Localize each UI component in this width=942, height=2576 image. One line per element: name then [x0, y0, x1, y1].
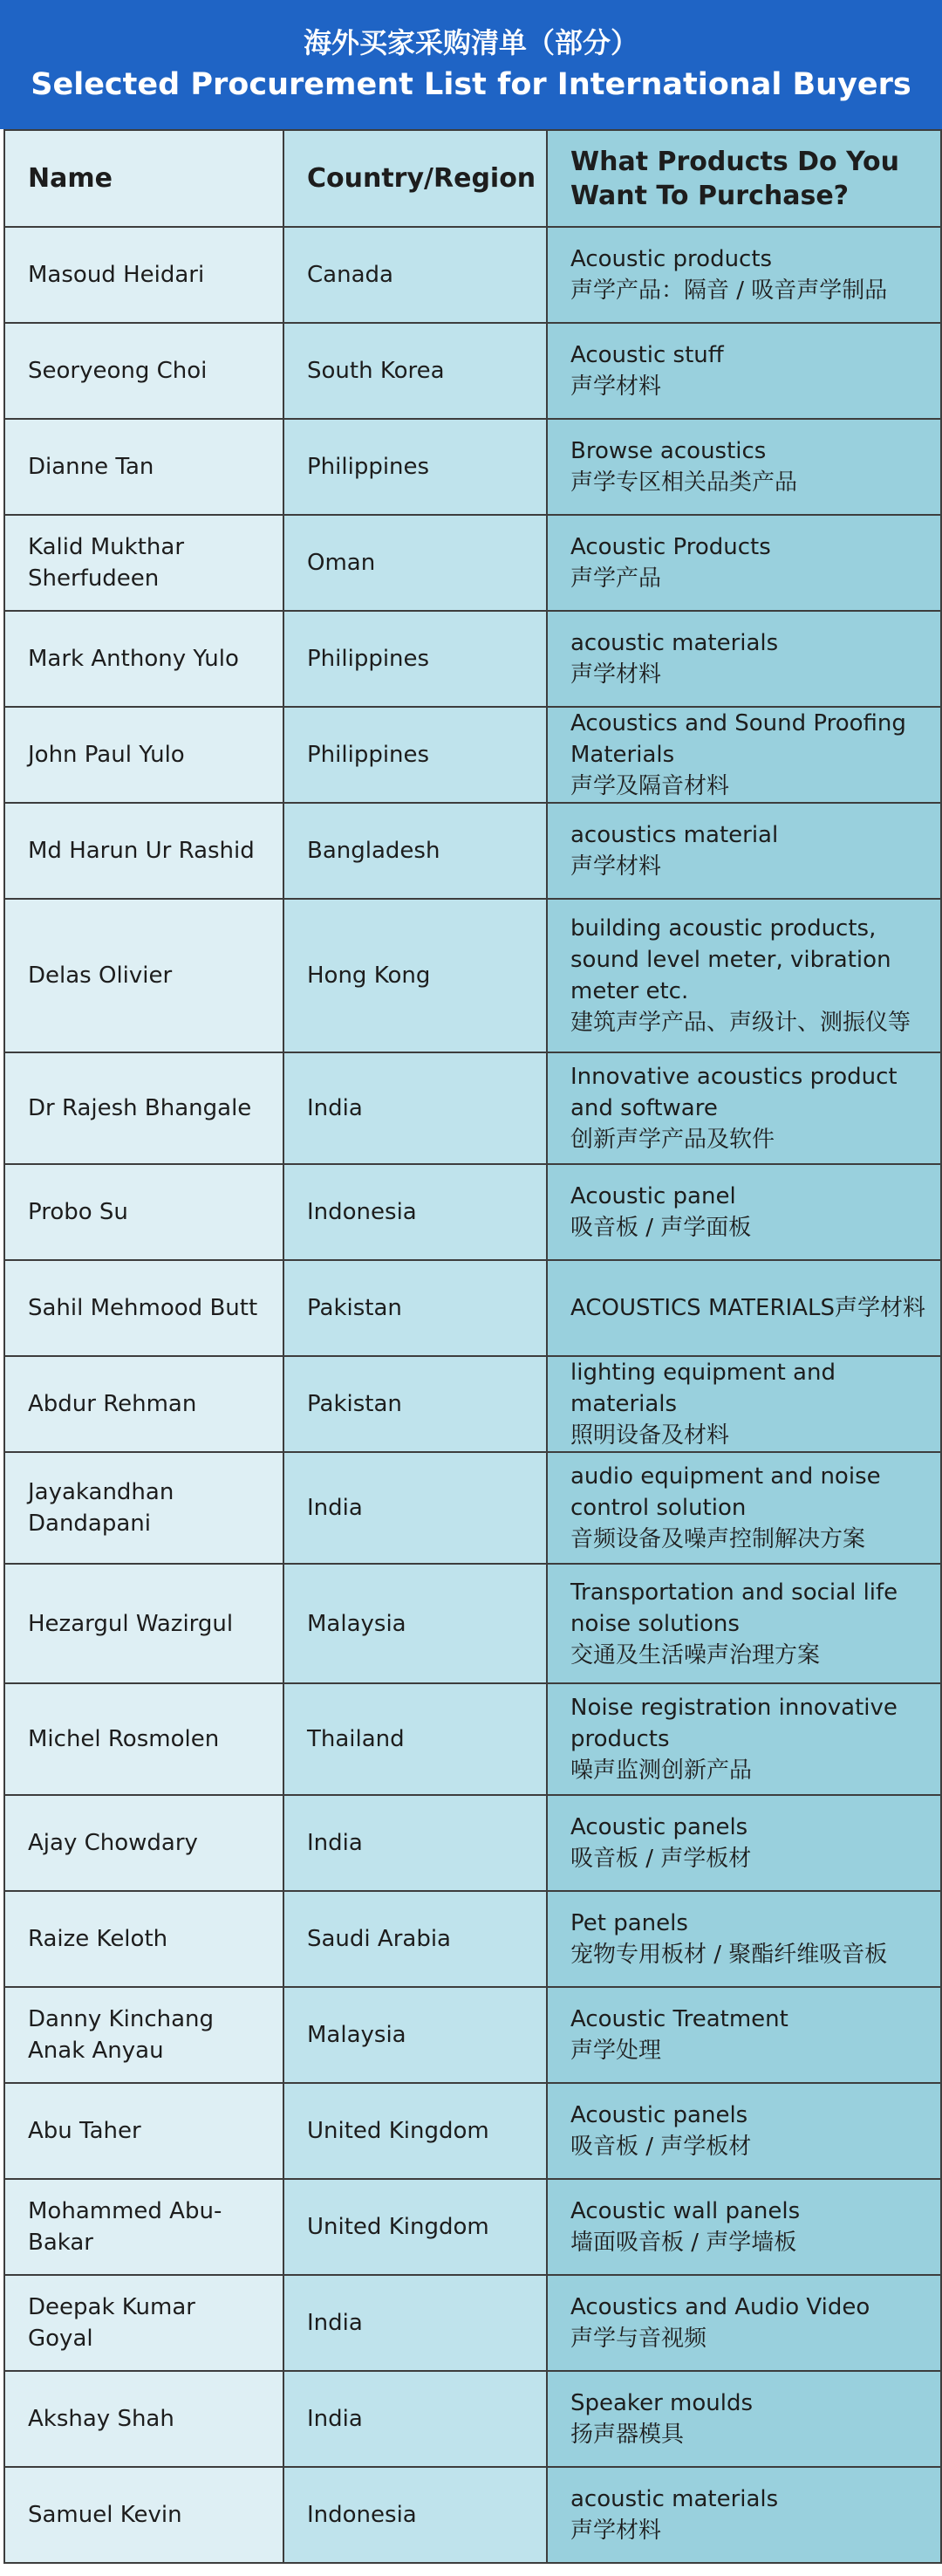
- table-row: [4, 2083, 941, 2179]
- buyer-country: Bangladesh: [283, 803, 547, 899]
- product-english: Acoustic Products: [570, 534, 771, 560]
- product-english: lighting equipment and materials: [570, 1360, 836, 1417]
- product-english: Noise registration innovative products: [570, 1695, 898, 1752]
- table-row: [4, 1891, 941, 1987]
- product-english: Transportation and social life noise solutions: [570, 1579, 898, 1637]
- buyer-products: [547, 2467, 941, 2563]
- product-chinese: 照明设备及材料: [570, 1422, 730, 1449]
- table-row: [4, 419, 941, 515]
- buyer-products: [547, 515, 941, 611]
- buyer-name: Michel Rosmolen: [4, 1683, 283, 1795]
- buyer-name: Raize Keloth: [4, 1891, 283, 1987]
- buyer-country: Malaysia: [283, 1564, 547, 1683]
- buyer-country: India: [283, 2371, 547, 2467]
- buyer-name: Md Harun Ur Rashid: [4, 803, 283, 899]
- buyer-name: Mohammed Abu-Bakar: [4, 2179, 283, 2275]
- table-row: [4, 227, 941, 323]
- table-row: [4, 1683, 941, 1795]
- product-english: Browse acoustics: [570, 438, 767, 464]
- product-chinese: 扬声器模具: [570, 2422, 685, 2448]
- buyer-country: South Korea: [283, 323, 547, 419]
- product-english: Acoustic panels: [570, 2102, 748, 2128]
- buyer-name: Ajay Chowdary: [4, 1795, 283, 1891]
- buyer-country: Pakistan: [283, 1356, 547, 1452]
- product-chinese: 噪声监测创新产品: [570, 1757, 753, 1784]
- buyer-products: [547, 1052, 941, 1164]
- product-chinese: 创新声学产品及软件: [570, 1127, 775, 1153]
- product-chinese: 声学材料: [570, 2518, 662, 2544]
- buyer-country: Canada: [283, 227, 547, 323]
- buyer-products: [547, 803, 941, 899]
- buyer-country: India: [283, 2275, 547, 2371]
- product-chinese: 吸音板 / 声学面板: [570, 1215, 752, 1241]
- product-chinese: 声学材料: [570, 373, 662, 400]
- product-chinese: 声学及隔音材料: [570, 773, 730, 799]
- column-header-products: What Products Do You Want To Purchase?: [547, 130, 941, 227]
- buyer-name: Masoud Heidari: [4, 227, 283, 323]
- buyer-country: Thailand: [283, 1683, 547, 1795]
- buyer-name: Abdur Rehman: [4, 1356, 283, 1452]
- table-body: [4, 227, 941, 2563]
- product-english: Innovative acoustics product and software: [570, 1064, 898, 1121]
- table-row: [4, 899, 941, 1052]
- product-english: ACOUSTICS MATERIALS声学材料: [570, 1295, 925, 1321]
- product-english: Acoustic stuff: [570, 342, 724, 368]
- buyer-name: Probo Su: [4, 1164, 283, 1260]
- buyer-country: Saudi Arabia: [283, 1891, 547, 1987]
- buyer-country: Oman: [283, 515, 547, 611]
- buyer-country: Pakistan: [283, 1260, 547, 1356]
- buyer-name: Jayakandhan Dandapani: [4, 1452, 283, 1564]
- buyer-country: Philippines: [283, 611, 547, 707]
- product-english: Acoustic products: [570, 246, 773, 272]
- buyer-name: John Paul Yulo: [4, 707, 283, 803]
- column-header-name: Name: [4, 130, 283, 227]
- product-chinese: 声学专区相关品类产品: [570, 469, 798, 496]
- buyer-country: India: [283, 1452, 547, 1564]
- table-row: [4, 1164, 941, 1260]
- product-english: Acoustics and Audio Video: [570, 2294, 870, 2320]
- product-chinese: 音频设备及噪声控制解决方案: [570, 1526, 866, 1552]
- table-row: [4, 803, 941, 899]
- buyer-country: Malaysia: [283, 1987, 547, 2083]
- buyer-products: [547, 611, 941, 707]
- table-header-row: [4, 130, 941, 227]
- buyer-country: India: [283, 1052, 547, 1164]
- table-row: [4, 323, 941, 419]
- product-chinese: 吸音板 / 声学板材: [570, 1846, 752, 1872]
- buyer-products: [547, 2275, 941, 2371]
- product-english: audio equipment and noise control solution: [570, 1463, 881, 1521]
- product-chinese: 声学与音视频: [570, 2326, 707, 2352]
- buyer-country: India: [283, 1795, 547, 1891]
- product-english: acoustics material: [570, 822, 779, 848]
- buyer-country: Indonesia: [283, 2467, 547, 2563]
- product-chinese: 宠物专用板材 / 聚酯纤维吸音板: [570, 1942, 888, 1968]
- product-english: Acoustics and Sound Proofing Materials: [570, 710, 906, 768]
- buyer-products: [547, 1564, 941, 1683]
- table-row: [4, 1052, 941, 1164]
- product-chinese: 墙面吸音板 / 声学墙板: [570, 2230, 797, 2256]
- product-english: Pet panels: [570, 1910, 688, 1936]
- buyer-products: [547, 1891, 941, 1987]
- title-chinese: 海外买家采购清单（部分）: [303, 26, 638, 59]
- buyer-name: Dianne Tan: [4, 419, 283, 515]
- product-english: Acoustic Treatment: [570, 2006, 788, 2032]
- table-row: [4, 2179, 941, 2275]
- buyer-products: [547, 1260, 941, 1356]
- buyer-products: [547, 1987, 941, 2083]
- table-row: [4, 1452, 941, 1564]
- buyer-products: [547, 1164, 941, 1260]
- product-chinese: 声学产品: [570, 565, 662, 592]
- buyer-country: United Kingdom: [283, 2179, 547, 2275]
- product-chinese: 声学材料: [570, 661, 662, 688]
- buyer-name: Kalid Mukthar Sherfudeen: [4, 515, 283, 611]
- column-header-country: Country/Region: [283, 130, 547, 227]
- buyer-name: Seoryeong Choi: [4, 323, 283, 419]
- table-row: [4, 2275, 941, 2371]
- table-row: [4, 2371, 941, 2467]
- buyer-name: Danny Kinchang Anak Anyau: [4, 1987, 283, 2083]
- buyer-country: Indonesia: [283, 1164, 547, 1260]
- table-row: [4, 707, 941, 803]
- table-row: [4, 611, 941, 707]
- product-chinese: 交通及生活噪声治理方案: [570, 1641, 821, 1668]
- procurement-table: [3, 129, 942, 2564]
- product-english: Acoustic panels: [570, 1814, 748, 1840]
- buyer-products: [547, 2083, 941, 2179]
- product-chinese: 声学材料: [570, 853, 662, 880]
- title-english: Selected Procurement List for International Buyers: [31, 67, 911, 102]
- product-english: Speaker moulds: [570, 2390, 754, 2416]
- buyer-name: Sahil Mehmood Butt: [4, 1260, 283, 1356]
- buyer-name: Mark Anthony Yulo: [4, 611, 283, 707]
- buyer-country: Hong Kong: [283, 899, 547, 1052]
- buyer-products: [547, 2179, 941, 2275]
- product-chinese: 建筑声学产品、声级计、测振仪等: [570, 1010, 911, 1036]
- product-english: building acoustic products, sound level meter, vibration meter etc.: [570, 915, 891, 1004]
- buyer-country: Philippines: [283, 419, 547, 515]
- table-row: [4, 1356, 941, 1452]
- buyer-products: [547, 1356, 941, 1452]
- buyer-name: Samuel Kevin: [4, 2467, 283, 2563]
- buyer-products: [547, 1683, 941, 1795]
- table-row: [4, 1564, 941, 1683]
- title-banner: [0, 0, 942, 129]
- product-english: Acoustic wall panels: [570, 2198, 801, 2224]
- buyer-products: [547, 1795, 941, 1891]
- product-english: acoustic materials: [570, 2486, 779, 2512]
- buyer-country: Philippines: [283, 707, 547, 803]
- buyer-products: [547, 227, 941, 323]
- buyer-name: Deepak Kumar Goyal: [4, 2275, 283, 2371]
- table-row: [4, 1795, 941, 1891]
- product-chinese: 声学处理: [570, 2038, 662, 2064]
- product-chinese: 吸音板 / 声学板材: [570, 2134, 752, 2160]
- buyer-name: Delas Olivier: [4, 899, 283, 1052]
- buyer-products: [547, 1452, 941, 1564]
- product-english: Acoustic panel: [570, 1183, 736, 1209]
- buyer-name: Dr Rajesh Bhangale: [4, 1052, 283, 1164]
- buyer-name: Akshay Shah: [4, 2371, 283, 2467]
- product-chinese: 声学产品：隔音 / 吸音声学制品: [570, 277, 888, 304]
- buyer-products: [547, 323, 941, 419]
- buyer-products: [547, 899, 941, 1052]
- buyer-products: [547, 707, 941, 803]
- buyer-products: [547, 2371, 941, 2467]
- product-english: acoustic materials: [570, 630, 779, 656]
- table-row: [4, 2467, 941, 2563]
- table-row: [4, 515, 941, 611]
- buyer-products: [547, 419, 941, 515]
- table-row: [4, 1260, 941, 1356]
- buyer-name: Abu Taher: [4, 2083, 283, 2179]
- buyer-country: United Kingdom: [283, 2083, 547, 2179]
- table-row: [4, 1987, 941, 2083]
- buyer-name: Hezargul Wazirgul: [4, 1564, 283, 1683]
